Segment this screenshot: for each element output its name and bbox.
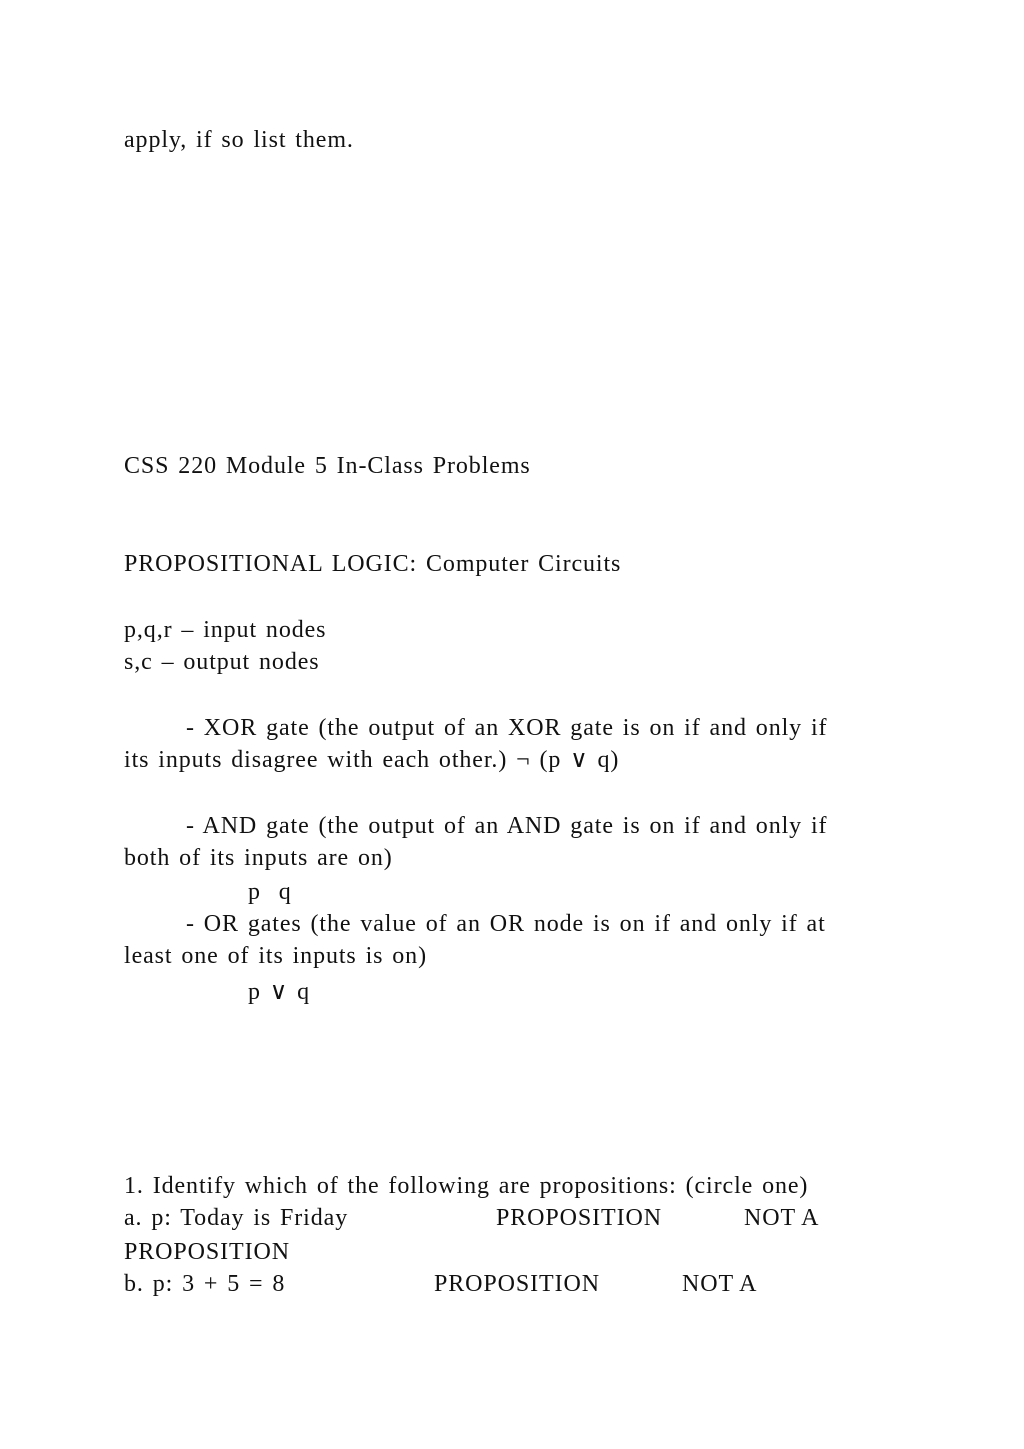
item-a-option-proposition: PROPOSITION: [496, 1205, 662, 1231]
question-1: 1. Identify which of the following are propositions: (circle one): [124, 1173, 809, 1199]
item-b-option-proposition: PROPOSITION: [434, 1271, 600, 1297]
item-a-label: a. p: Today is Friday: [124, 1205, 349, 1231]
or-expression: p ∨ q: [248, 979, 311, 1005]
input-nodes-line: p,q,r – input nodes: [124, 617, 327, 643]
text-apply: apply, if so list them.: [124, 127, 354, 153]
or-description-line1: - OR gates (the value of an OR node is on if and only if at: [186, 911, 826, 937]
xor-description-line1: - XOR gate (the output of an XOR gate is on if and only if: [186, 715, 828, 741]
section-heading: PROPOSITIONAL LOGIC: Computer Circuits: [124, 551, 622, 577]
output-nodes-line: s,c – output nodes: [124, 649, 320, 675]
item-a-wrap: PROPOSITION: [124, 1239, 290, 1265]
or-description-line2: least one of its inputs is on): [124, 943, 427, 969]
and-expression: p q: [248, 879, 292, 905]
page-title: CSS 220 Module 5 In-Class Problems: [124, 453, 531, 479]
item-a-option-not-a: NOT A: [744, 1205, 820, 1231]
item-b-option-not-a: NOT A: [682, 1271, 758, 1297]
and-description-line2: both of its inputs are on): [124, 845, 393, 871]
and-description-line1: - AND gate (the output of an AND gate is on if and only if: [186, 813, 828, 839]
xor-description-line2: its inputs disagree with each other.) ¬ (p ∨ q): [124, 747, 620, 773]
item-b-label: b. p: 3 + 5 = 8: [124, 1271, 286, 1297]
